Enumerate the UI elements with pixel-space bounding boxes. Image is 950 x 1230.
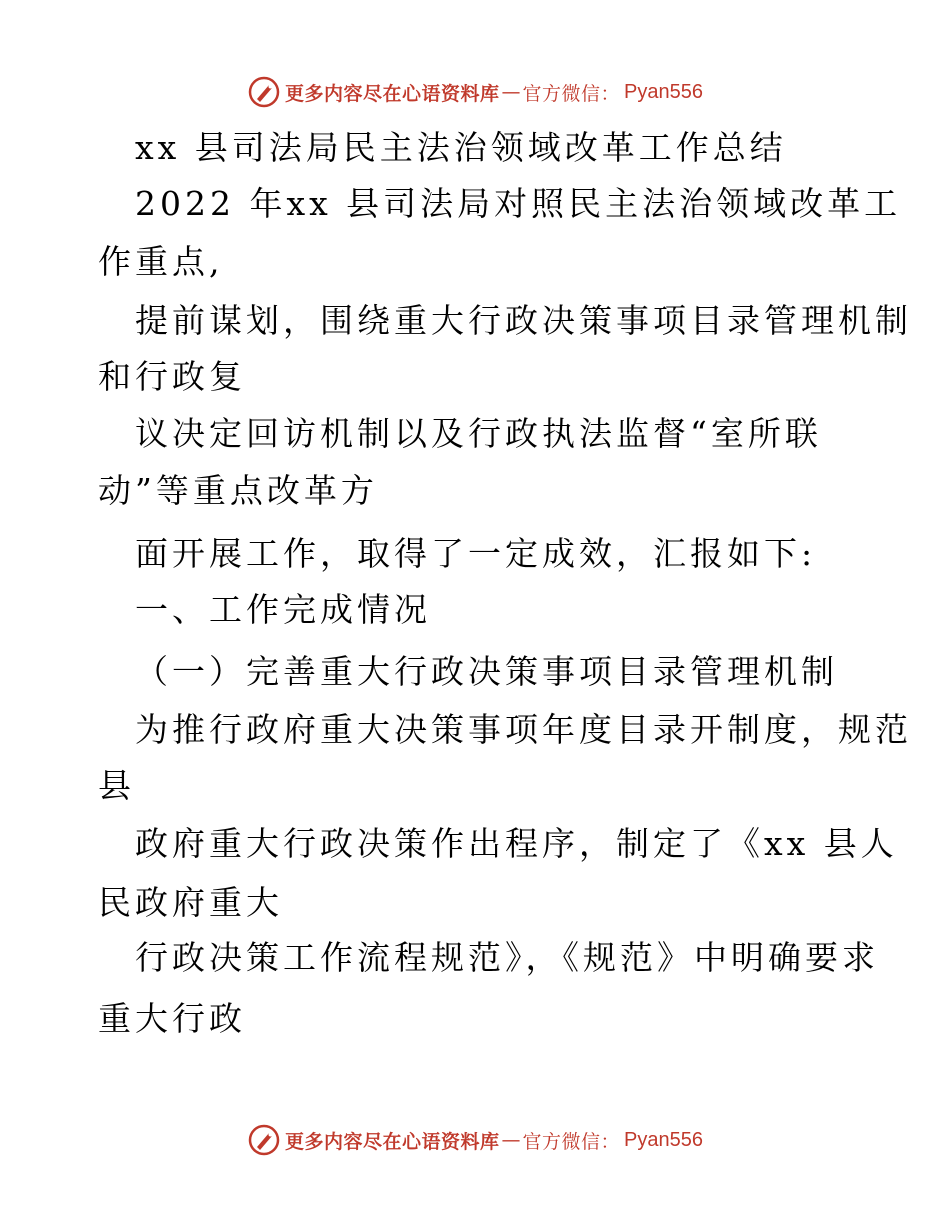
paragraph-line: 和行政复	[98, 357, 246, 396]
banner-wechat-id: Pyan556	[624, 80, 703, 103]
banner-wechat-id: Pyan556	[624, 1128, 703, 1151]
banner-dash: —	[501, 1129, 521, 1151]
paragraph-line: 提前谋划，围绕重大行政决策事项目录管理机制	[135, 301, 912, 340]
banner-dash: —	[501, 81, 521, 103]
subsection-heading: （一）完善重大行政决策事项目录管理机制	[135, 652, 838, 691]
pen-nib-logo-icon	[247, 75, 281, 109]
paragraph-line: 政府重大行政决策作出程序，制定了《xx 县人	[135, 824, 898, 863]
header-banner	[0, 72, 950, 112]
pen-nib-logo-icon	[247, 1123, 281, 1157]
paragraph-line: 民政府重大	[98, 883, 283, 922]
paragraph-line: 议决定回访机制以及行政执法监督“室所联	[135, 414, 822, 453]
paragraph-line: 面开展工作，取得了一定成效，汇报如下:	[135, 534, 817, 573]
paragraph-line: 2022 年xx 县司法局对照民主法治领域改革工	[135, 184, 902, 223]
banner-wechat-label: 官方微信：	[522, 82, 621, 105]
section-heading: 一、工作完成情况	[135, 590, 431, 629]
paragraph-line: 重大行政	[98, 999, 246, 1038]
document-title: xx 县司法局民主法治领域改革工作总结	[135, 128, 787, 167]
banner-wechat-label: 官方微信：	[522, 1130, 621, 1153]
paragraph-line: 为推行政府重大决策事项年度目录开制度，规范	[135, 710, 912, 749]
banner-text: 更多内容尽在心语资料库	[285, 82, 500, 105]
paragraph-line: 行政决策工作流程规范》，《规范》中明确要求	[135, 938, 879, 977]
paragraph-line: 县	[98, 766, 135, 805]
paragraph-line: 作重点,	[98, 242, 224, 281]
footer-banner	[0, 1120, 950, 1160]
banner-text: 更多内容尽在心语资料库	[285, 1130, 500, 1153]
paragraph-line: 动”等重点改革方	[98, 471, 378, 510]
